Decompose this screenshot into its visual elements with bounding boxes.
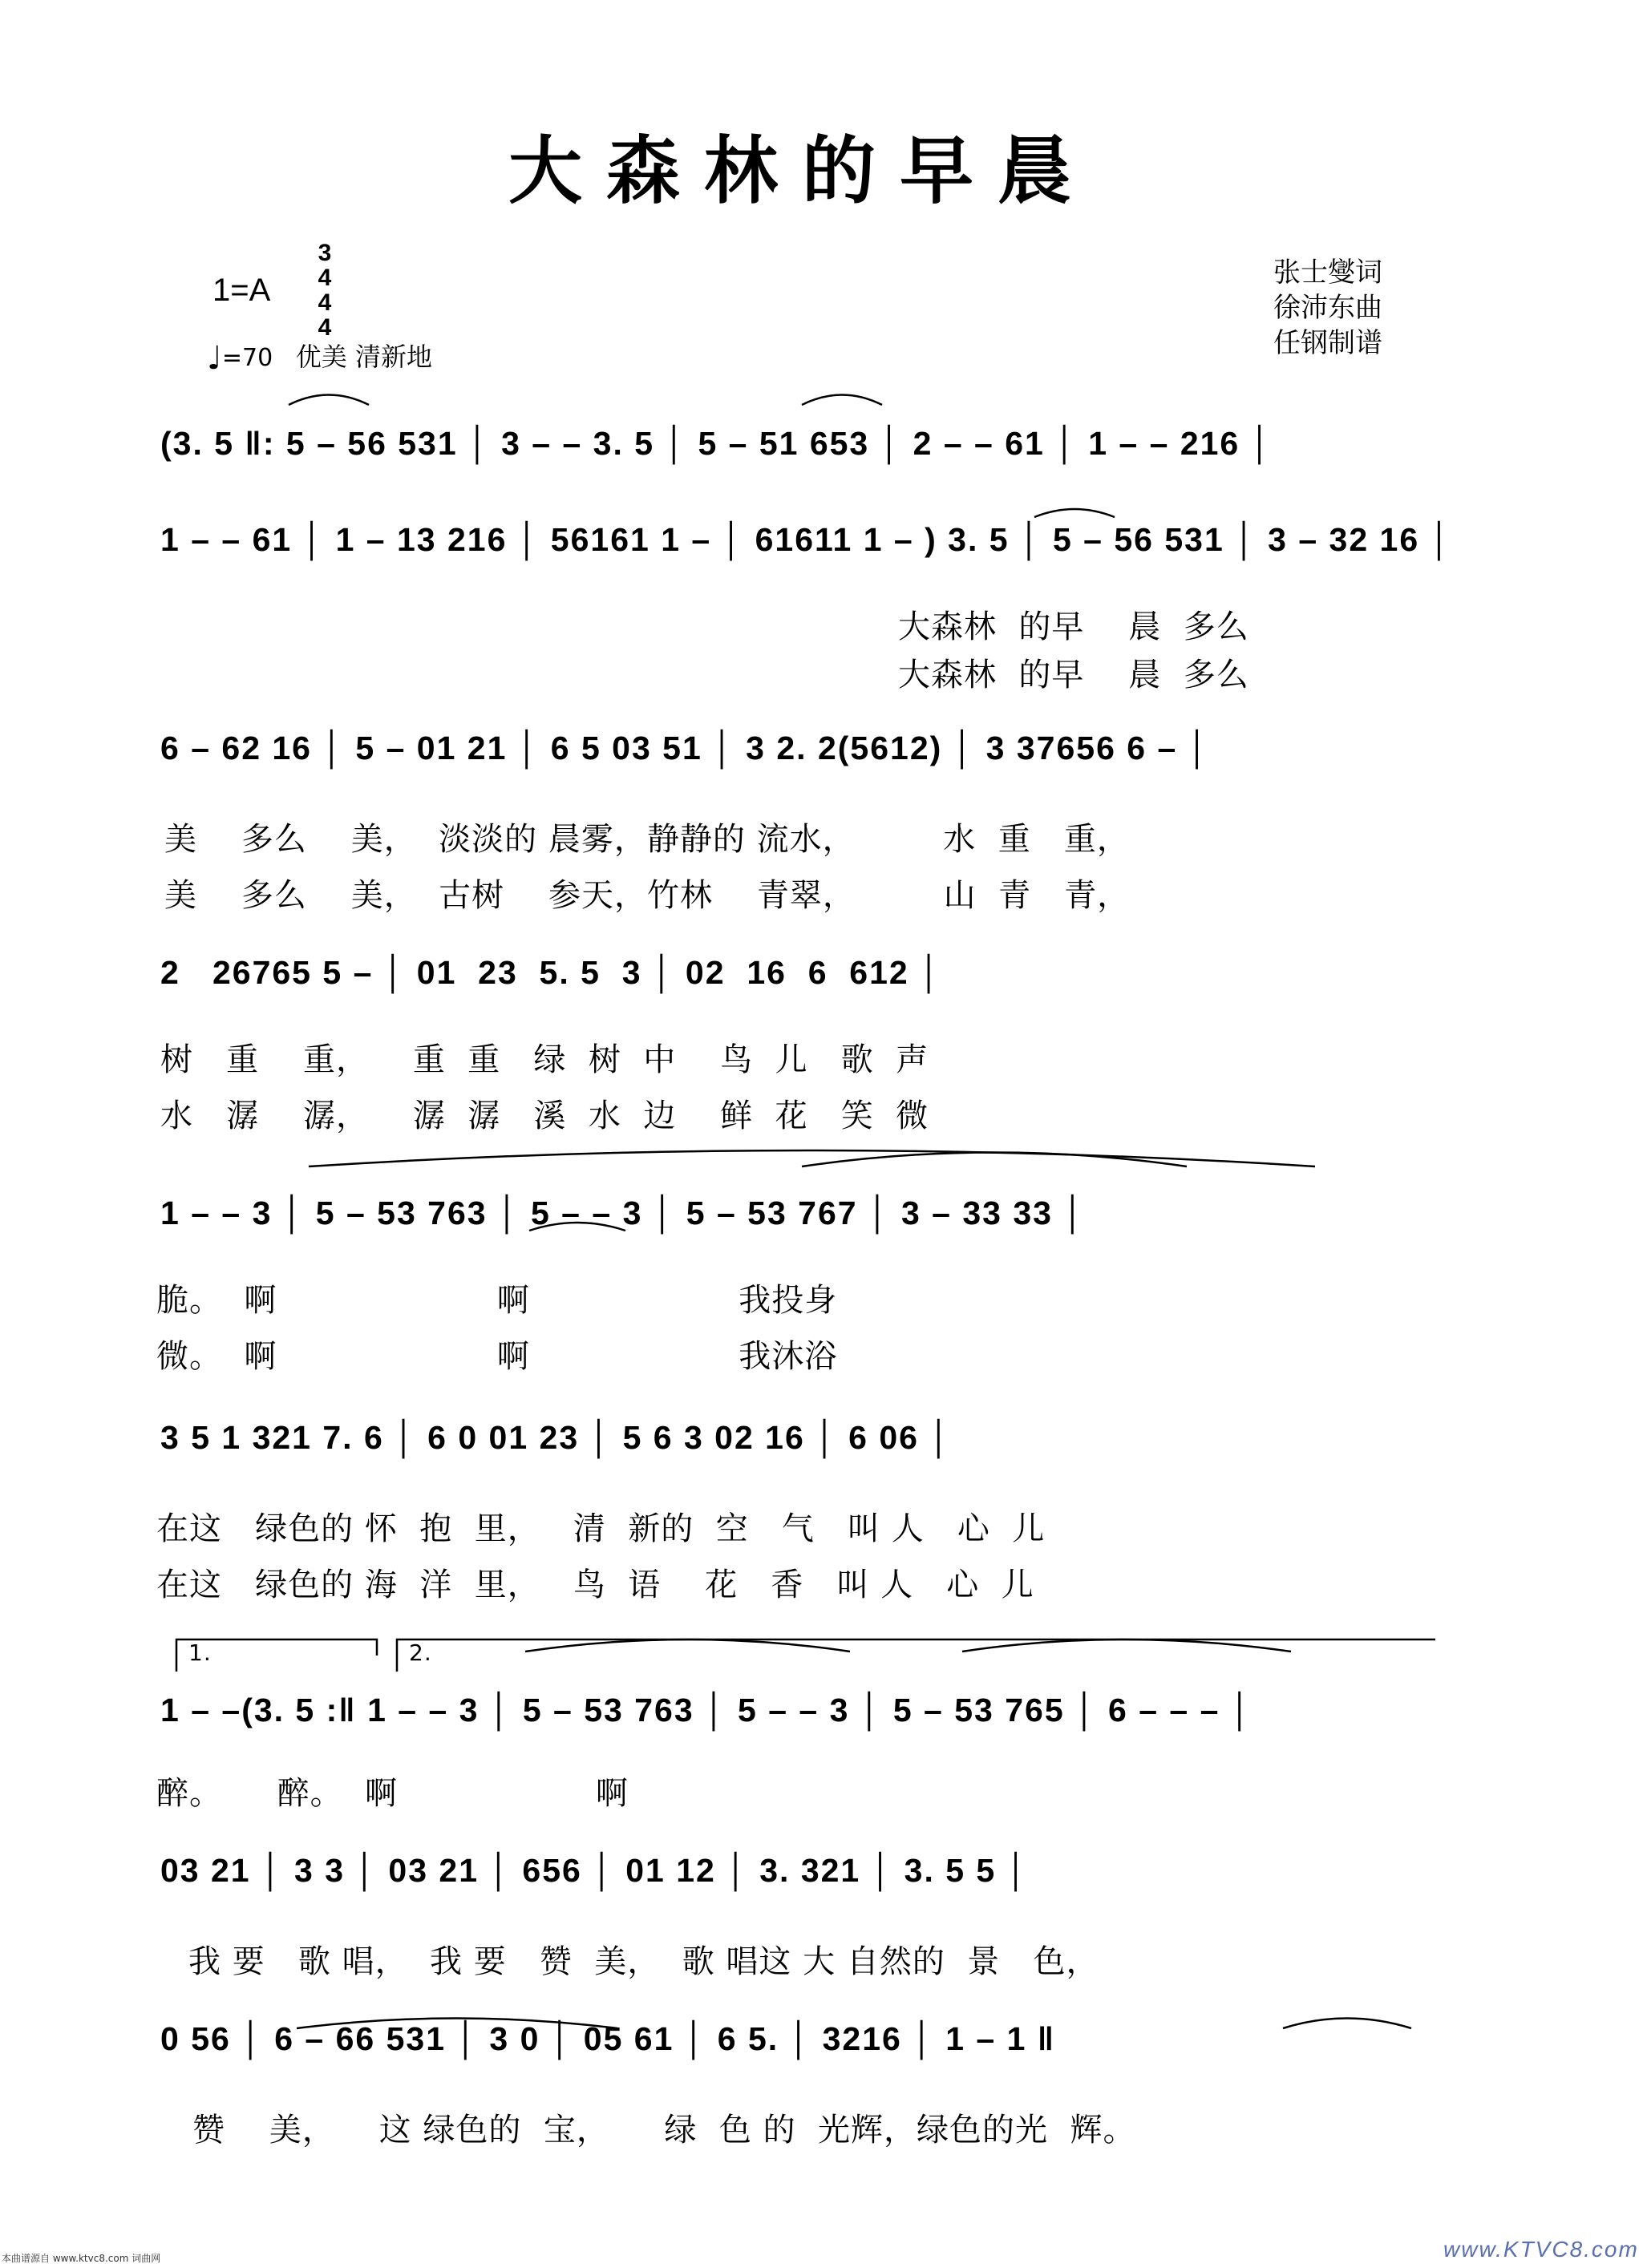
score-line-4 [0, 954, 1604, 1134]
lyric-verse-1: 美 多么 美， 淡淡的 晨雾，静静的 流水， 水 重 重， [164, 821, 1130, 858]
notation-line: 3 5 1 321 7. 6 │ 6 0 01 23 │ 5 6 3 02 16 │ 6 06 │ [160, 1419, 952, 1456]
slur-mark [289, 395, 369, 406]
lyric-verse-1: 醉。 醉。 啊 啊 [156, 1775, 629, 1812]
meter-mid-1: 4 [318, 265, 332, 291]
notation-line: 1 – – 61 │ 1 – 13 216 │ 56161 1 – │ 61611 1 – ) 3. 5 │ 5 – 56 531 │ 3 – 32 16 │ [160, 521, 1453, 558]
notation-line: 1 – – 3 │ 5 – 53 763 │ 5 – – 3 │ 5 – 53 767 │ 3 – 33 33 │ [160, 1195, 1086, 1231]
composer: 徐沛东曲 [1273, 292, 1382, 324]
lyricist: 张士燮词 [1273, 257, 1382, 289]
lyric-verse-2: 在这 绿色的 海 洋 里， 鸟 语 花 香 叫 人 心 儿 [156, 1567, 1034, 1603]
lyric-verse-1: 树 重 重， 重 重 绿 树 中 鸟 儿 歌 声 [160, 1041, 929, 1078]
lyric-verse-1: 赞 美， 这 绿色的 宝， 绿 色 的 光辉，绿色的光 辉。 [192, 2112, 1136, 2149]
volta-1-label: 1. [188, 1639, 212, 1666]
lyric-verse-2: 美 多么 美， 古树 参天，竹林 青翠， 山 青 青， [164, 877, 1131, 914]
lyric-verse-1: 在这 绿色的 怀 抱 里， 清 新的 空 气 叫 人 心 儿 [156, 1510, 1046, 1547]
quarter-note-icon: ♩ [207, 340, 222, 377]
score-line-2 [0, 521, 1604, 693]
score-line-6 [0, 1419, 1604, 1603]
meter-mid-2: 4 [318, 289, 332, 316]
volta-2-label: 2. [409, 1639, 432, 1666]
time-signature [305, 241, 345, 340]
notation-line: 6 – 62 16 │ 5 – 01 21 │ 6 5 03 51 │ 3 2. 2(5612) │ 3 37656 6 – │ [160, 730, 1211, 766]
expression-mark: 优美 清新地 [295, 342, 432, 372]
footer-source: 本曲谱源自 www.ktvc8.com 词曲网 [2, 2253, 161, 2264]
tempo-marking [207, 337, 432, 377]
lyric-verse-2: 大森林 的早 晨 多么 [898, 657, 1249, 693]
lyric-verse-1: 大森林 的早 晨 多么 [898, 608, 1249, 645]
key-signature: 1=A [212, 273, 271, 308]
lyric-verse-2: 微。 啊 啊 我沐浴 [156, 1338, 838, 1375]
score-line-7 [0, 1635, 1604, 1812]
lyric-verse-2: 水 潺 潺， 潺 潺 溪 水 边 鲜 花 笑 微 [160, 1098, 929, 1134]
score-line-9 [0, 2020, 1604, 2181]
notation-line: 2 26765 5 – │ 01 23 5. 5 3 │ 02 16 6 612 │ [160, 954, 942, 991]
score-line-5 [0, 1195, 1604, 1375]
tie-mark [802, 1153, 1187, 1167]
lyric-verse-1: 我 要 歌 唱， 我 要 赞 美， 歌 唱这 大 自然的 景 色， [188, 1943, 1099, 1980]
notation-line: 1 – –(3. 5 :‖ 1 – – 3 │ 5 – 53 763 │ 5 – – 3 │ 5 – 53 765 │ 6 – – – │ [160, 1692, 1253, 1728]
lyric-verse-1: 脆。 啊 啊 我投身 [156, 1282, 838, 1319]
notation-line: (3. 5 ‖: 5 – 56 531 │ 3 – – 3. 5 │ 5 – 51 653 │ 2 – – 61 │ 1 – – 216 │ [160, 425, 1273, 462]
footer-watermark: www.KTVC8.com [1443, 2237, 1639, 2262]
score-line-8 [0, 1852, 1604, 2012]
page-title: 大森林的早晨 [508, 127, 1095, 214]
tie-mark [309, 1150, 1315, 1166]
meter-bottom: 4 [318, 314, 332, 341]
score-line-3 [0, 730, 1604, 914]
credits [1273, 255, 1382, 361]
slur-mark [802, 395, 882, 406]
tempo-value: =70 [221, 344, 273, 372]
meter-top: 3 [318, 240, 332, 266]
notation-line: 0 56 │ 6 – 66 531 │ 3 0 │ 05 61 │ 6 5. │ 3216 │ 1 – 1 ‖ [160, 2020, 1056, 2057]
notation-line: 03 21 │ 3 3 │ 03 21 │ 656 │ 01 12 │ 3. 321 │ 3. 5 5 │ [160, 1852, 1030, 1889]
transcriber: 任钢制谱 [1273, 327, 1382, 359]
